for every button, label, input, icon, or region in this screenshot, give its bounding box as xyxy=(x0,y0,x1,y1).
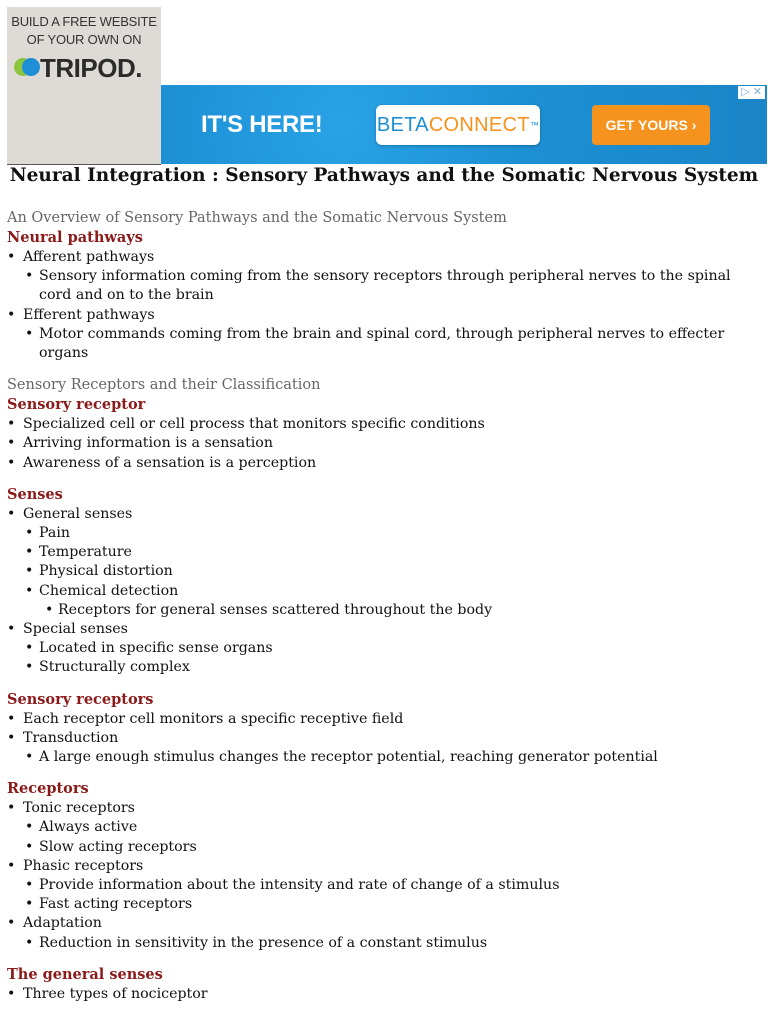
document-body xyxy=(7,208,762,1004)
list-item xyxy=(7,799,762,818)
bullet: • xyxy=(25,268,34,285)
list-item-text: Tonic receptors xyxy=(23,800,135,817)
heading-senses: Senses xyxy=(7,485,63,503)
list-item-text: Temperature xyxy=(39,544,132,561)
list-item-text: Each receptor cell monitors a specific receptive field xyxy=(23,710,404,727)
bullet: • xyxy=(7,915,16,932)
list-item xyxy=(7,818,762,837)
betaconnect-logo xyxy=(376,105,540,145)
bullet: • xyxy=(7,416,16,433)
betaconnect-logo-part1: BETA xyxy=(376,114,429,136)
list-item xyxy=(7,267,762,305)
list-item xyxy=(7,306,762,325)
bullet: • xyxy=(7,454,16,471)
list-item xyxy=(7,415,762,434)
list-item xyxy=(7,524,762,543)
bullet: • xyxy=(7,435,16,452)
bullet: • xyxy=(25,934,34,951)
list-item-text: Motor commands coming from the brain and spinal cord, through peripheral nerves to effecter organs xyxy=(39,325,725,362)
list-item-text: Arriving information is a sensation xyxy=(23,435,273,452)
list-item xyxy=(7,505,762,524)
bullet: • xyxy=(7,857,16,874)
list-item-text: Chemical detection xyxy=(39,582,179,599)
tripod-logo-text: TRIPOD. xyxy=(40,53,142,83)
bullet: • xyxy=(25,896,34,913)
list-item xyxy=(7,658,762,677)
bullet: • xyxy=(7,729,16,746)
list-item-text: A large enough stimulus changes the receptor potential, reaching generator potential xyxy=(39,749,658,766)
heading-neural-pathways: Neural pathways xyxy=(7,229,143,246)
get-yours-button[interactable]: GET YOURS › xyxy=(592,105,710,145)
list-item-text: Pain xyxy=(39,525,71,542)
tripod-ad-line2: OF YOUR OWN ON xyxy=(26,32,142,47)
bullet: • xyxy=(7,249,16,265)
list-item xyxy=(7,934,762,953)
tripod-logo-blue-dot-icon xyxy=(22,58,40,76)
tripod-ad-line1: BUILD A FREE WEBSITE xyxy=(11,14,157,29)
list-item-text: Receptors for general senses scattered throughout the body xyxy=(58,601,493,618)
list-item xyxy=(7,729,762,748)
list-item-text: Special senses xyxy=(23,621,128,638)
list-item-text: Adaptation xyxy=(23,915,102,932)
bullet: • xyxy=(25,749,34,766)
list-item xyxy=(7,985,762,1004)
list-item-text: Reduction in sensitivity in the presence of a constant stimulus xyxy=(39,934,488,951)
list-item xyxy=(7,710,762,729)
betaconnect-ad[interactable] xyxy=(161,85,767,164)
bullet: • xyxy=(25,563,34,580)
bullet: • xyxy=(7,306,16,323)
bullet: • xyxy=(25,582,34,599)
tripod-ad[interactable] xyxy=(7,7,161,164)
list-item-text: Provide information about the intensity and rate of change of a stimulus xyxy=(39,877,560,894)
bullet: • xyxy=(25,819,34,836)
list-item-text: Located in specific sense organs xyxy=(39,640,273,657)
heading-receptors: Receptors xyxy=(7,780,89,798)
bullet: • xyxy=(7,710,16,727)
list-item xyxy=(7,248,762,267)
heading-sensory-receptor: Sensory receptor xyxy=(7,396,146,414)
betaconnect-headline: IT'S HERE! xyxy=(201,111,323,138)
bullet: • xyxy=(25,838,34,855)
page-title: Neural Integration : Sensory Pathways and the Somatic Nervous System xyxy=(9,165,759,186)
bullet: • xyxy=(45,601,54,618)
list-item xyxy=(7,562,762,581)
bullet: • xyxy=(7,800,16,817)
list-item-text: General senses xyxy=(23,505,133,522)
list-item-text: Awareness of a sensation is a perception xyxy=(23,454,317,471)
list-item xyxy=(7,454,762,473)
list-item xyxy=(7,748,762,767)
list-item xyxy=(7,639,762,658)
section-title-receptors: Sensory Receptors and their Classification xyxy=(7,377,321,394)
bullet: • xyxy=(25,525,34,542)
heading-sensory-receptors: Sensory receptors xyxy=(7,690,154,708)
bullet: • xyxy=(25,877,34,894)
list-item xyxy=(7,914,762,933)
list-item xyxy=(7,543,762,562)
list-item-text: Always active xyxy=(39,819,138,836)
list-item xyxy=(7,876,762,895)
list-item xyxy=(7,620,762,639)
bullet: • xyxy=(7,505,16,522)
bullet: • xyxy=(25,544,34,561)
list-item-text: Phasic receptors xyxy=(23,857,144,874)
list-item-text: Fast acting receptors xyxy=(39,896,193,913)
section-title-overview: An Overview of Sensory Pathways and the Somatic Nervous System xyxy=(7,210,507,226)
list-item-text: Transduction xyxy=(23,729,119,746)
tripod-logo xyxy=(11,53,161,85)
bullet: • xyxy=(25,640,34,657)
heading-general-senses: The general senses xyxy=(7,965,163,983)
list-item xyxy=(7,325,762,363)
bullet: • xyxy=(25,659,34,676)
list-item-text: Structurally complex xyxy=(39,659,190,676)
list-item xyxy=(7,895,762,914)
betaconnect-logo-part2: CONNECT xyxy=(428,114,530,136)
list-item xyxy=(7,838,762,857)
bullet: • xyxy=(7,985,16,1002)
list-item xyxy=(7,434,762,453)
list-item xyxy=(7,857,762,876)
list-item-text: Physical distortion xyxy=(39,563,173,580)
list-item xyxy=(7,601,762,620)
list-item-text: Three types of nociceptor xyxy=(23,985,208,1002)
list-item-text: Slow acting receptors xyxy=(39,838,197,855)
trademark-mark: ™ xyxy=(529,120,540,130)
list-item xyxy=(7,582,762,601)
bullet: • xyxy=(25,325,34,342)
list-item-text: Efferent pathways xyxy=(23,306,155,323)
list-item-text: Afferent pathways xyxy=(23,249,155,265)
bullet: • xyxy=(7,621,16,638)
adchoices-icon[interactable]: ▷ ✕ xyxy=(738,86,765,99)
list-item-text: Specialized cell or cell process that monitors specific conditions xyxy=(23,416,485,433)
list-item-text: Sensory information coming from the sensory receptors through peripheral nerves to the spinal cord and on to the brain xyxy=(39,268,731,304)
